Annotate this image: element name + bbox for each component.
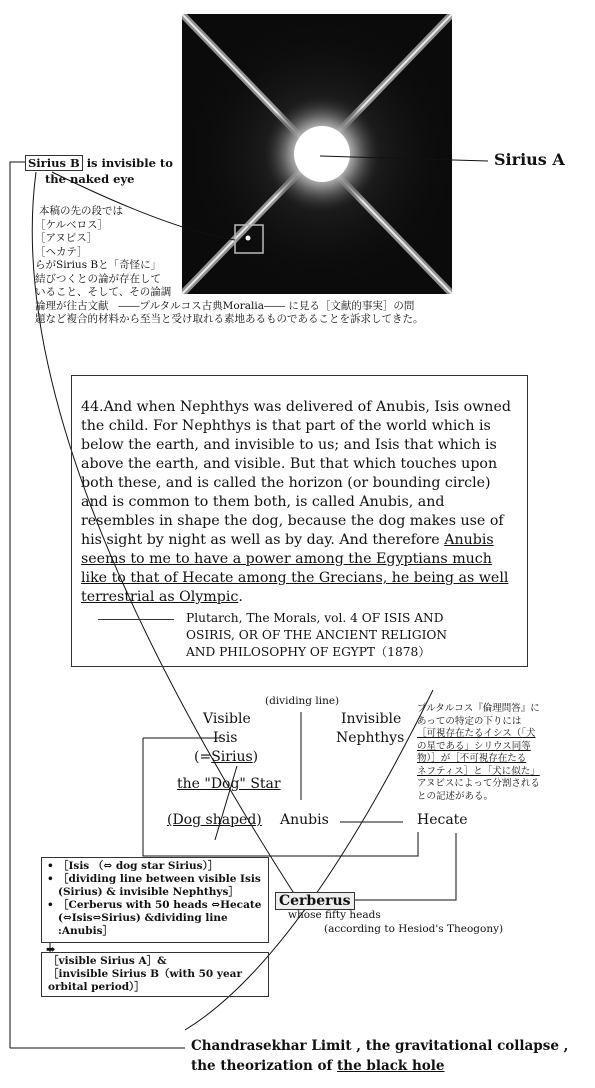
japanese-note: プルタルコス『倫理問答』に あっての特定の下りには ［可視存在たるイシス（「犬 の星である」シリウス同等 物）］が［不可視存在たる ネフティス］と「犬に似た」 アヌビスによって分割される との記述がある。	[417, 703, 540, 802]
sirius-b-caption	[25, 155, 173, 187]
jp-intro-line: 本稿の先の段では	[39, 205, 123, 217]
label-dog-star: the "Dog" Star	[177, 776, 281, 792]
label-visible: Visible	[203, 711, 251, 727]
jp-intro-line: 題など複合的材料から至当と受け取れる素地あるものであることを訴求してきた。	[35, 313, 424, 325]
jp-intro-line: 論理が往古文献	[35, 299, 109, 312]
label-nephthys: Nephthys	[336, 730, 405, 746]
fifty-heads-1: whose fifty heads	[288, 909, 381, 921]
dividing-line-label: (dividing line)	[265, 695, 340, 707]
plutarch-quote-box	[71, 375, 528, 667]
sirius-b-tag: Sirius B	[25, 155, 83, 171]
japanese-intro	[35, 205, 465, 327]
summary-bullets	[41, 857, 269, 943]
label-invisible: Invisible	[341, 711, 402, 727]
label-hecate: Hecate	[417, 812, 468, 828]
source-dash	[98, 619, 174, 620]
label-cerberus: Cerberus	[275, 892, 355, 910]
label-anubis: Anubis	[280, 812, 329, 828]
bullet-item: • ［Cerberus with 50 heads ⇔Hecate (⇔Isis⇔Sirius) &dividing line :Anubis］	[44, 899, 266, 938]
label-isis-sirius: (=Sirius)	[194, 749, 259, 765]
bottom-caption: Chandrasekhar Limit , the gravitational collapse , the theorization of the black hole	[191, 1038, 569, 1074]
bullet-item: • ［dividing line between visible Isis (Sirius) & invisible Nephthys］	[44, 873, 266, 899]
jp-intro-line: いること、そして、その論調	[35, 286, 172, 298]
label-dog-shaped: (Dog shaped)	[167, 812, 262, 828]
jp-intro-line: 結びつくとの論が存在して	[35, 272, 161, 285]
jp-intro-line: ［アヌビス］	[35, 232, 98, 244]
quote-underlined: Anubis seems to me to have a power among the Egyptians much like to that of Hecate among the Grecians, he being as well terrestrial as Olympic	[81, 532, 509, 605]
quote-text: 44.And when Nephthys was delivered of Anubis, Isis owned the child. For Nephthys is that part of the world which is below the earth, and invisible to us; and Isis that which is above the earth, and visible. But that which touches upon both these, and is called the horizon (or bounding circle) and is common to them both, is called Anubis, and resembles in shape the dog, because the dog makes use of his sight by night as well as by day. And therefore Anubis seems to me to have a power among the Egyptians much like to that of Hecate among the Grecians, he being as well terrestrial as Olympic.	[81, 399, 511, 605]
label-sirius-a: Sirius A	[494, 150, 565, 169]
fifty-heads-2: (according to Hesiod's Theogony)	[324, 923, 504, 935]
jp-intro-line: ［ヘカテ］	[35, 245, 88, 258]
jp-intro-line: ［ケルベロス］	[35, 218, 108, 231]
sirius-b-text-2: the naked eye	[45, 172, 135, 186]
sirius-b-text: is invisible to	[86, 156, 173, 170]
label-isis: Isis	[213, 730, 238, 746]
quote-source: Plutarch, The Morals, vol. 4 OF ISIS AND OSIRIS, OR OF THE ANCIENT RELIGION AND PHILOSOPHY OF EGYPT（1878）	[186, 611, 448, 659]
arrow-icon: ➡	[46, 943, 56, 956]
jp-intro-line: らがSirius Bと「奇怪に」	[35, 259, 162, 271]
conclusion-box: ［visible Sirius A］& ［invisible Sirius B（with 50 year orbital period）］	[41, 952, 269, 997]
bullet-item: • ［Isis （⇔ dog star Sirius）］	[44, 860, 266, 873]
jp-intro-line: ――プルタルコス古典Moralia―― に見る［文献的事実］の問	[118, 299, 415, 312]
